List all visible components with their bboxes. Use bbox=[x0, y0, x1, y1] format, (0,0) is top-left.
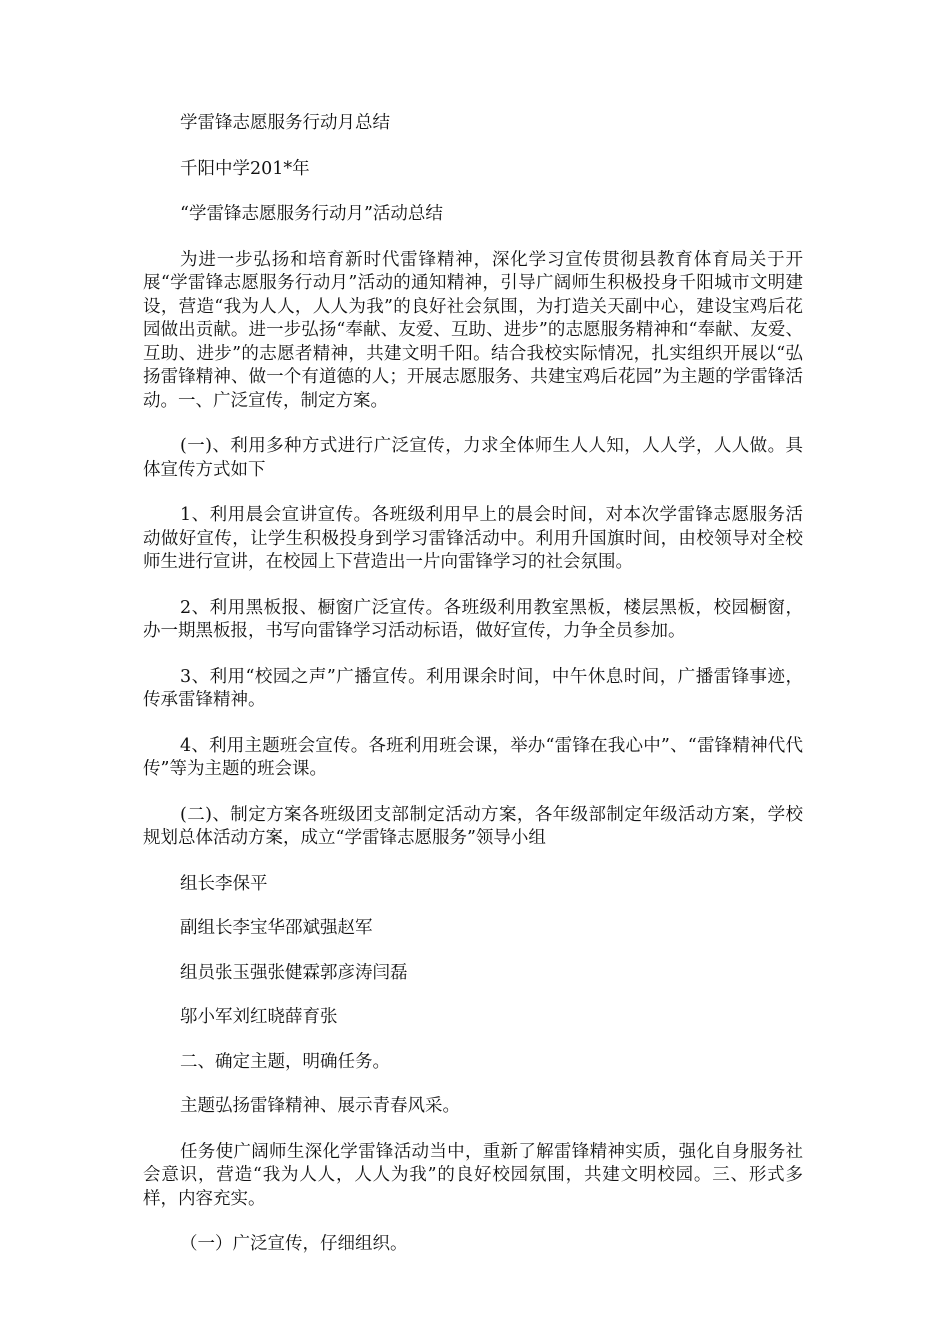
task-paragraph: 任务使广阔师生深化学雷锋活动当中，重新了解雷锋精神实质，强化自身服务社会意识，营造“我为人人，人人为我”的良好校园氛围，共建文明校园。三、形式多样，内容充实。 bbox=[143, 1141, 803, 1209]
section-3-1-heading: （一）广泛宣传，仔细组织。 bbox=[180, 1234, 408, 1254]
document-body bbox=[143, 112, 803, 1279]
team-leader-line: 组长李保平 bbox=[180, 873, 268, 894]
document-title: 学雷锋志愿服务行动月总结 bbox=[180, 113, 390, 133]
method-4-paragraph: 4、利用主题班会宣传。各班利用班会课，举办“雷锋在我心中”、“雷锋精神代代传”等为主题的班会课。 bbox=[143, 735, 803, 779]
members-line: 组员张玉强张健霖郭彦涛闫磊 bbox=[180, 962, 408, 983]
method-1-paragraph: 1、利用晨会宣讲宣传。各班级利用早上的晨会时间，对本次学雷锋志愿服务活动做好宣传，让学生积极投身到学习雷锋活动中。利用升国旗时间，由校领导对全校师生进行宣讲，在校园上下营造出一片向雷锋学习的社会氛围。 bbox=[143, 505, 803, 572]
intro-paragraph: 为进一步弘扬和培育新时代雷锋精神，深化学习宣传贯彻县教育体育局关于开展“学雷锋志愿服务行动月”活动的通知精神，引导广阔师生积极投身千阳城市文明建设，营造“我为人人，人人为我”的良好社会氛围，为打造关天副中心，建设宝鸡后花园做出贡献。进一步弘扬“奉献、友爱、互助、进步”的志愿服务精神和“奉献、友爱、互助、进步”的志愿者精神，共建文明千阳。结合我校实际情况，扎实组织开展以“弘扬雷锋精神、做一个有道德的人；开展志愿服务、共建宝鸡后花园”为主题的学雷锋活动。一、广泛宣传，制定方案。 bbox=[143, 249, 803, 411]
members-line-continued: 邬小军刘红晓薛育张 bbox=[180, 1007, 338, 1027]
section-2-heading: 二、确定主题，明确任务。 bbox=[180, 1051, 390, 1072]
method-2-paragraph: 2、利用黑板报、橱窗广泛宣传。各班级利用教室黑板，楼层黑板，校园橱窗，办一期黑板报，书写向雷锋学习活动标语，做好宣传，力争全员参加。 bbox=[143, 597, 803, 641]
theme-line: 主题弘扬雷锋精神、展示青春风采。 bbox=[180, 1096, 460, 1116]
deputy-leaders-line: 副组长李宝华邵斌强赵军 bbox=[180, 918, 373, 938]
section-1-1-heading: (一)、利用多种方式进行广泛宣传，力求全体师生人人知，人人学，人人做。具体宣传方式如下 bbox=[143, 436, 803, 480]
section-1-2-paragraph: (二)、制定方案各班级团支部制定活动方案，各年级部制定年级活动方案，学校规划总体活动方案，成立“学雷锋志愿服务”领导小组 bbox=[143, 804, 803, 848]
method-3-paragraph: 3、利用“校园之声”广播宣传。利用课余时间，中午休息时间，广播雷锋事迹，传承雷锋精神。 bbox=[143, 666, 803, 710]
summary-subtitle: “学雷锋志愿服务行动月”活动总结 bbox=[180, 204, 443, 224]
school-year-line: 千阳中学201*年 bbox=[180, 158, 310, 179]
